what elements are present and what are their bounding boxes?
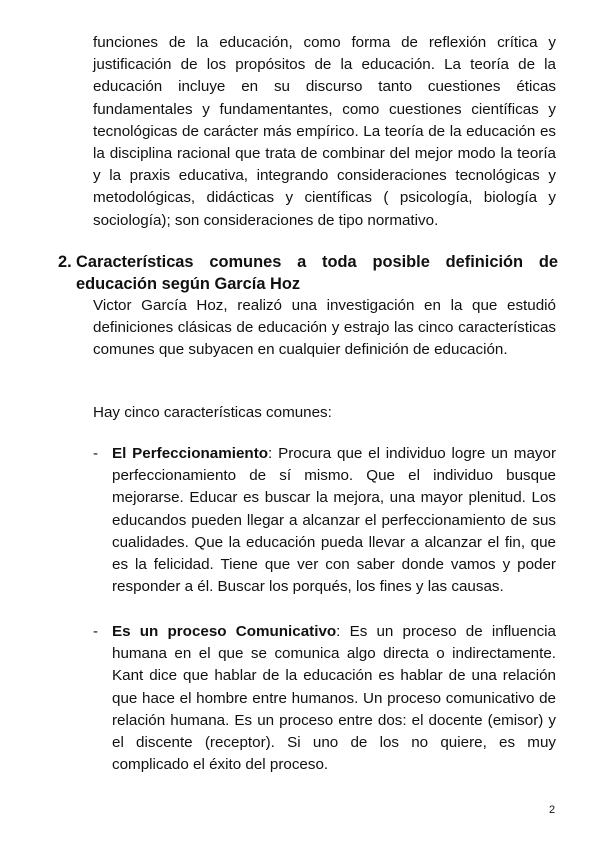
- section-title: Características comunes a toda posible definición de educación según García Hoz: [76, 253, 558, 293]
- section-heading: [58, 251, 558, 295]
- list-bullet: -: [93, 445, 99, 462]
- section-paragraph: Victor García Hoz, realizó una investigación en la que estudió definiciones clásicas de educación y estrajo las cinco características comunes que subyacen en cualquier definición de educación.: [93, 297, 556, 359]
- list-bullet: -: [93, 623, 99, 640]
- item-text: : Procura que el individuo logre un mayor perfeccionamiento de sí mismo. Que el individuo busque mejorarse. Educar es buscar la mejora, una mayor plenitud. Los educandos pueden llegar a alcanzar el perfeccionamiento de sus cualidades. Que la educación pueda llevar a alcanzar el fin, que es la felicidad. Tiene que ver con saber donde vamos y poder responder a él. Buscar los porqués, los fines y las causas.: [112, 445, 556, 596]
- item-text: : Es un proceso de influencia humana en el que se comunica algo directa o indirectamente. Kant dice que hablar de la educación es hablar de una relación que hace el hombre entre humanos. Un proceso comunicativo de relación humana. Es un proceso entre dos: el docente (emisor) y el discente (receptor). Si uno de los no quiere, es muy complicado el éxito del proceso.: [112, 623, 556, 774]
- lead-sentence: Hay cinco características comunes:: [93, 404, 332, 421]
- intro-paragraph: funciones de la educación, como forma de reflexión crítica y justificación de los propósitos de la educación. La teoría de la educación incluye en su discurso tanto cuestiones éticas fundamentales y fundamentantes, como cuestiones científicas y tecnológicas de carácter más empírico. La teoría de la educación es la disciplina racional que trata de combinar del mejor modo la teoría y la praxis educativa, integrando consideraciones tecnológicas y metodológicas, didácticas y científicas ( psicología, biología y sociología); son consideraciones de tipo normativo.: [93, 34, 556, 229]
- page-number: 2: [549, 804, 556, 816]
- list-item: [112, 621, 556, 776]
- section-number: 2.: [58, 253, 72, 271]
- item-term: Es un proceso Comunicativo: [112, 623, 337, 640]
- list-item: [112, 443, 556, 598]
- item-term: El Perfeccionamiento: [112, 445, 269, 462]
